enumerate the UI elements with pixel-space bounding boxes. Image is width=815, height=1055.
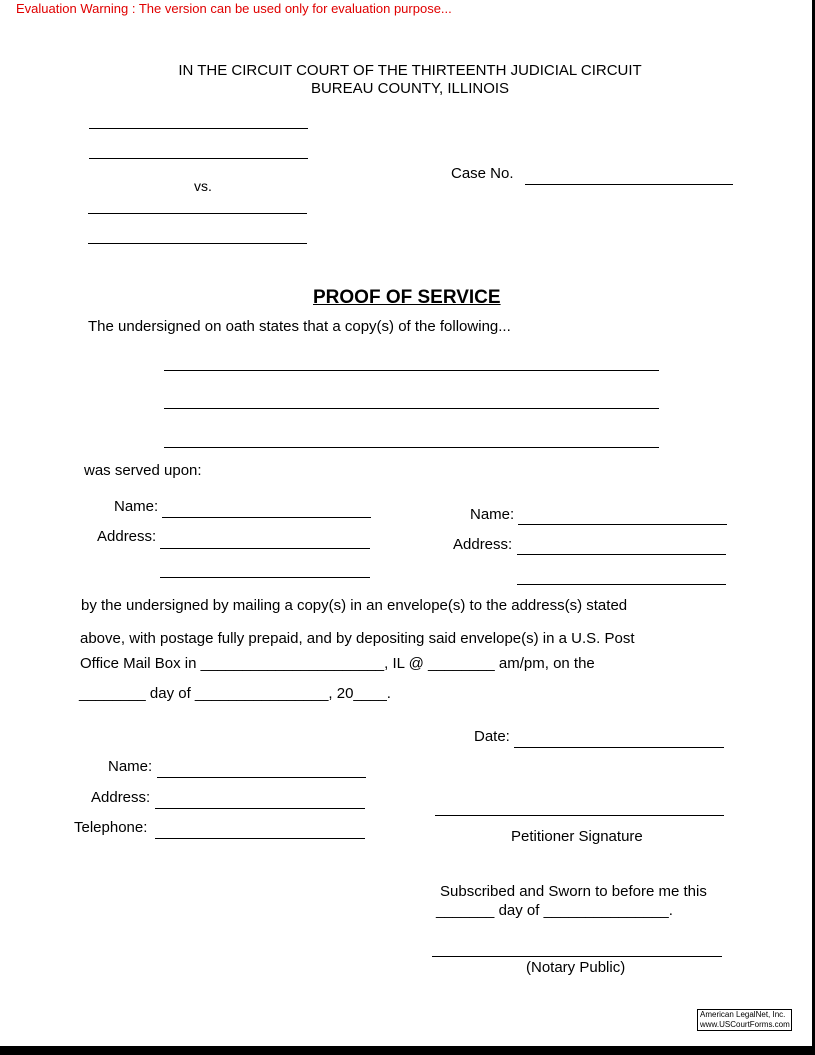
court-header-line-2: BUREAU COUNTY, ILLINOIS bbox=[310, 80, 510, 97]
recipient-left-name-label: Name: bbox=[114, 498, 159, 515]
vs-label: vs. bbox=[194, 178, 212, 194]
documents-served-line-1[interactable] bbox=[164, 370, 659, 371]
recipient-right-name-field[interactable] bbox=[518, 524, 727, 525]
recipient-right-address-label: Address: bbox=[453, 536, 513, 553]
plaintiff-line-1[interactable] bbox=[89, 128, 308, 129]
case-no-label: Case No. bbox=[451, 165, 514, 182]
intro-text: The undersigned on oath states that a copy(s) of the following... bbox=[88, 318, 511, 335]
plaintiff-line-2[interactable] bbox=[89, 158, 308, 159]
recipient-right-address-field-2[interactable] bbox=[517, 584, 726, 585]
recipient-left-address-label: Address: bbox=[97, 528, 157, 545]
publisher-stamp-line-1: American LegalNet, Inc. bbox=[700, 1010, 786, 1019]
court-header-line-1: IN THE CIRCUIT COURT OF THE THIRTEENTH JUDICIAL CIRCUIT bbox=[178, 62, 642, 79]
signer-address-label: Address: bbox=[91, 789, 151, 806]
petitioner-signature-field[interactable] bbox=[435, 815, 724, 816]
documents-served-line-3[interactable] bbox=[164, 447, 659, 448]
petitioner-signature-caption: Petitioner Signature bbox=[511, 828, 643, 845]
mailing-text-line-1: by the undersigned by mailing a copy(s) in an envelope(s) to the address(s) stated bbox=[81, 597, 628, 614]
defendant-line-1[interactable] bbox=[88, 213, 307, 214]
notary-signature-field[interactable] bbox=[432, 956, 722, 957]
evaluation-warning: Evaluation Warning : The version can be used only for evaluation purpose... bbox=[16, 1, 452, 16]
defendant-line-2[interactable] bbox=[88, 243, 307, 244]
mailing-text-line-2: above, with postage fully prepaid, and by depositing said envelope(s) in a U.S. Post bbox=[80, 630, 635, 647]
publisher-stamp bbox=[697, 1009, 792, 1031]
served-upon-label: was served upon: bbox=[84, 462, 202, 479]
date-field[interactable] bbox=[514, 747, 724, 748]
scan-edge-bottom bbox=[0, 1046, 815, 1055]
signer-name-label: Name: bbox=[108, 758, 153, 775]
notary-text-line-2: _______ day of _______________. bbox=[436, 902, 673, 919]
signer-address-field[interactable] bbox=[155, 808, 365, 809]
recipient-left-name-field[interactable] bbox=[162, 517, 371, 518]
signer-telephone-label: Telephone: bbox=[74, 819, 148, 836]
documents-served-line-2[interactable] bbox=[164, 408, 659, 409]
date-label: Date: bbox=[474, 728, 510, 745]
publisher-stamp-line-2: www.USCourtForms.com bbox=[700, 1020, 790, 1029]
case-no-field[interactable] bbox=[525, 184, 733, 185]
notary-caption: (Notary Public) bbox=[526, 959, 626, 976]
recipient-left-address-field-1[interactable] bbox=[160, 548, 370, 549]
notary-text-line-1: Subscribed and Sworn to before me this bbox=[440, 883, 707, 900]
mailing-text-line-3: Office Mail Box in ______________________, IL @ ________ am/pm, on the bbox=[80, 655, 595, 672]
recipient-right-name-label: Name: bbox=[470, 506, 515, 523]
recipient-right-address-field-1[interactable] bbox=[517, 554, 726, 555]
recipient-left-address-field-2[interactable] bbox=[160, 577, 370, 578]
mailing-text-line-4: ________ day of ________________, 20____. bbox=[79, 685, 391, 702]
document-title: PROOF OF SERVICE bbox=[313, 287, 501, 308]
signer-telephone-field[interactable] bbox=[155, 838, 365, 839]
signer-name-field[interactable] bbox=[157, 777, 366, 778]
